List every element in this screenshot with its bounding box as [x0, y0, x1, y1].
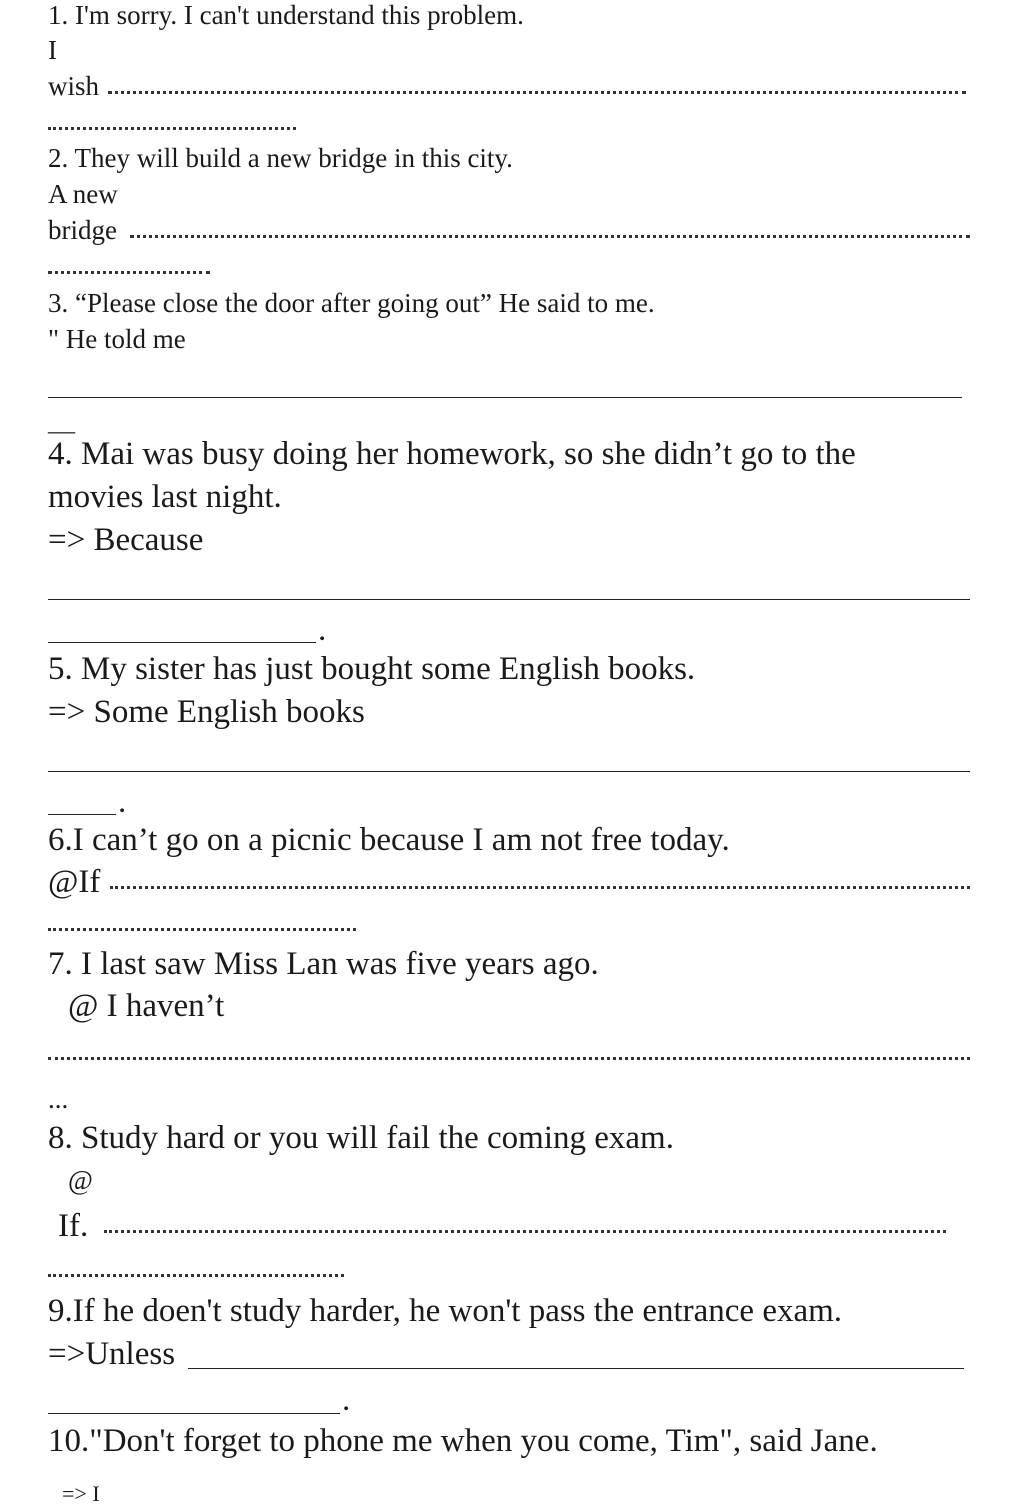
q8-answer-line[interactable] [104, 1230, 946, 1233]
q5-prompt: => Some English books [48, 694, 365, 730]
q7-sentence: 7. I last saw Miss Lan was five years ago. [48, 946, 599, 982]
q8-sentence: 8. Study hard or you will fail the coming exam. [48, 1120, 674, 1156]
q8-answer-line-cont[interactable] [48, 1274, 344, 1277]
q2-prompt-line1: A new [48, 179, 118, 209]
q5-answer-line-cont[interactable] [48, 814, 116, 815]
q8-prompt-line2: If. [58, 1208, 89, 1244]
q2-prompt-line2: bridge [48, 215, 117, 245]
q7-answer-trail: ... [48, 1084, 69, 1114]
q1-answer-line-cont[interactable] [48, 127, 296, 130]
q2-answer-line-cont[interactable] [48, 271, 210, 274]
q4-sentence-line2: movies last night. [48, 479, 282, 515]
q10-prompt-partial: => I [62, 1481, 100, 1506]
q8-prompt-line1: @ [68, 1165, 93, 1195]
q9-answer-line[interactable] [188, 1368, 964, 1369]
q6-prompt: @If [48, 864, 101, 900]
q4-answer-line-cont[interactable] [48, 642, 316, 643]
q2-sentence: 2. They will build a new bridge in this city. [48, 143, 513, 173]
q3-answer-stub: __ [48, 406, 75, 436]
q9-end-punct: . [342, 1382, 351, 1418]
q2-answer-line[interactable] [130, 235, 970, 238]
q9-sentence: 9.If he doen't study harder, he won't pass the entrance exam. [48, 1293, 843, 1329]
q4-end-punct: . [318, 612, 327, 648]
q4-sentence-line1: 4. Mai was busy doing her homework, so she didn’t go to the [48, 436, 856, 472]
q4-answer-line[interactable] [48, 599, 970, 600]
q9-prompt: =>Unless [48, 1336, 176, 1372]
q9-answer-line-cont[interactable] [48, 1413, 340, 1414]
q6-answer-line[interactable] [110, 886, 970, 889]
q3-answer-line[interactable] [48, 397, 962, 398]
q3-prompt: " He told me [48, 324, 186, 354]
q6-sentence: 6.I can’t go on a picnic because I am not free today. [48, 822, 730, 858]
q1-answer-line[interactable] [108, 91, 966, 94]
q6-answer-line-cont[interactable] [48, 928, 356, 931]
q5-end-punct: . [118, 784, 127, 820]
q1-prompt-line1: I [48, 35, 57, 65]
q7-prompt: @ I haven’t [68, 988, 225, 1024]
q5-sentence: 5. My sister has just bought some English books. [48, 651, 696, 687]
q1-sentence: 1. I'm sorry. I can't understand this problem. [48, 0, 524, 30]
q1-prompt-line2: wish [48, 71, 100, 101]
q7-answer-line[interactable] [48, 1057, 970, 1060]
q10-sentence: 10."Don't forget to phone me when you come, Tim", said Jane. [48, 1423, 878, 1459]
q3-sentence: 3. “Please close the door after going out” He said to me. [48, 288, 655, 318]
q5-answer-line[interactable] [48, 771, 970, 772]
q4-prompt: => Because [48, 522, 204, 558]
